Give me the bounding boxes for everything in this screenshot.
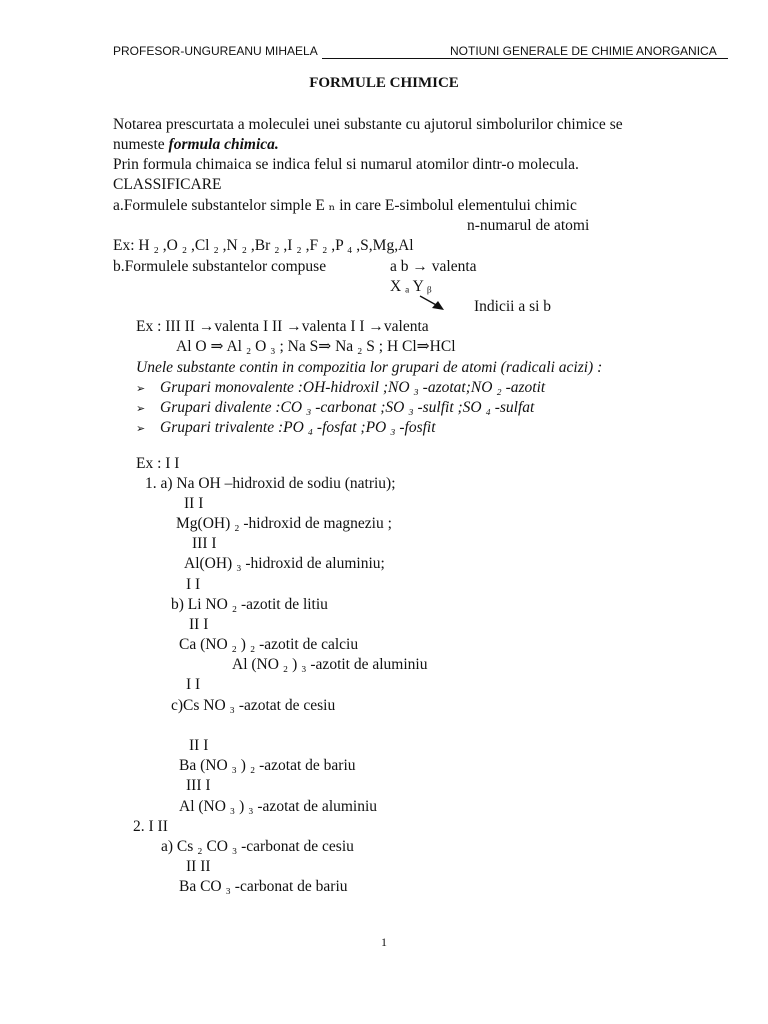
example-line: a) Cs ₂ CO ₃ -carbonat de cesiu bbox=[161, 838, 354, 855]
example-line: Al (NO ₂ ) ₃ -azotit de aluminiu bbox=[232, 656, 428, 673]
example-valence-row: III I bbox=[186, 777, 211, 794]
example-valence-row: II I bbox=[189, 616, 209, 633]
intro-line-2 bbox=[113, 136, 279, 154]
simple-formula-line: a.Formulele substantelor simple E ₙ in care E-simbolul elementului chimic bbox=[113, 197, 577, 214]
example-valence-row: III I bbox=[192, 535, 217, 552]
radical-item-text: Grupari monovalente :OH-hidroxil ;NO ₃ -azotat;NO ₂ -azotit bbox=[160, 379, 546, 396]
example-line: Ba CO ₃ -carbonat de bariu bbox=[179, 878, 348, 895]
example-line: c)Cs NO ₃ -azotat de cesiu bbox=[171, 697, 336, 714]
example-valence-row: I I bbox=[186, 676, 201, 693]
compound-xy-formula: X ₐ Y ᵦ bbox=[390, 278, 432, 295]
header-rule bbox=[322, 58, 728, 59]
intro-line-2-start: numeste bbox=[113, 136, 169, 153]
example-valence-row: Ex : I I bbox=[136, 455, 180, 472]
simple-formula-example: Ex: H ₂ ,O ₂ ,Cl ₂ ,N ₂ ,Br ₂ ,I ₂ ,F ₂ ,P ₄ ,S,Mg,Al bbox=[113, 237, 414, 254]
example-valence-row: II I bbox=[184, 495, 204, 512]
bullet-arrow-icon: ➢ bbox=[136, 382, 146, 395]
radical-item-monovalent bbox=[136, 379, 545, 398]
example-line: Al (NO ₃ ) ₃ -azotat de aluminiu bbox=[179, 798, 378, 815]
radical-item-trivalent bbox=[136, 419, 436, 438]
radical-item-divalent bbox=[136, 399, 534, 418]
compound-formula-line: b.Formulele substantelor compuse bbox=[113, 258, 327, 275]
example-line: Mg(OH) ₂ -hidroxid de magneziu ; bbox=[176, 515, 392, 532]
intro-line-1: Notarea prescurtata a moleculei unei substante cu ajutorul simbolurilor chimice se bbox=[113, 116, 623, 133]
example-valence-row: 2. I II bbox=[133, 818, 168, 835]
example-valence-row: I I bbox=[186, 576, 201, 593]
example-line: Ba (NO ₃ ) ₂ -azotat de bariu bbox=[179, 757, 356, 774]
page-number: 1 bbox=[381, 935, 387, 949]
example-line: Ca (NO ₂ ) ₂ -azotit de calciu bbox=[179, 636, 359, 653]
valence-example-line: Ex : III II →valenta I II →valenta I I →valenta bbox=[136, 318, 429, 335]
bullet-arrow-icon: ➢ bbox=[136, 422, 146, 435]
compound-valence-note: a b → valenta bbox=[390, 258, 477, 275]
radical-item-text: Grupari trivalente :PO ₄ -fosfat ;PO ₃ -fosfit bbox=[160, 419, 436, 436]
example-line: b) Li NO ₂ -azotit de litiu bbox=[171, 596, 328, 613]
radicals-intro: Unele substante contin in compozitia lor grupari de atomi (radicali acizi) : bbox=[136, 359, 603, 376]
header-subject: NOTIUNI GENERALE DE CHIMIE ANORGANICA bbox=[450, 44, 717, 58]
indices-label: Indicii a si b bbox=[474, 298, 552, 315]
intro-term: formula chimica. bbox=[168, 136, 279, 153]
radical-item-text: Grupari divalente :CO ₃ -carbonat ;SO ₃ -sulfit ;SO ₄ -sulfat bbox=[160, 399, 535, 416]
example-line: 1. a) Na OH –hidroxid de sodiu (natriu); bbox=[145, 475, 396, 492]
bullet-arrow-icon: ➢ bbox=[136, 402, 146, 415]
example-line: Al(OH) ₃ -hidroxid de aluminiu; bbox=[184, 555, 385, 572]
header-author: PROFESOR-UNGUREANU MIHAELA bbox=[113, 44, 318, 58]
classification-heading: CLASSIFICARE bbox=[113, 176, 222, 193]
intro-line-3: Prin formula chimaica se indica felul si numarul atomilor dintr-o molecula. bbox=[113, 156, 579, 173]
valence-example-formulas: Al O ⇒ Al ₂ O ₃ ; Na S⇒ Na ₂ S ; H Cl⇒HCl bbox=[176, 338, 456, 355]
simple-formula-n-definition: n-numarul de atomi bbox=[467, 217, 590, 234]
page-title: FORMULE CHIMICE bbox=[309, 75, 459, 91]
indices-arrow-icon bbox=[418, 294, 446, 312]
example-valence-row: II II bbox=[186, 858, 211, 875]
example-valence-row: II I bbox=[189, 737, 209, 754]
